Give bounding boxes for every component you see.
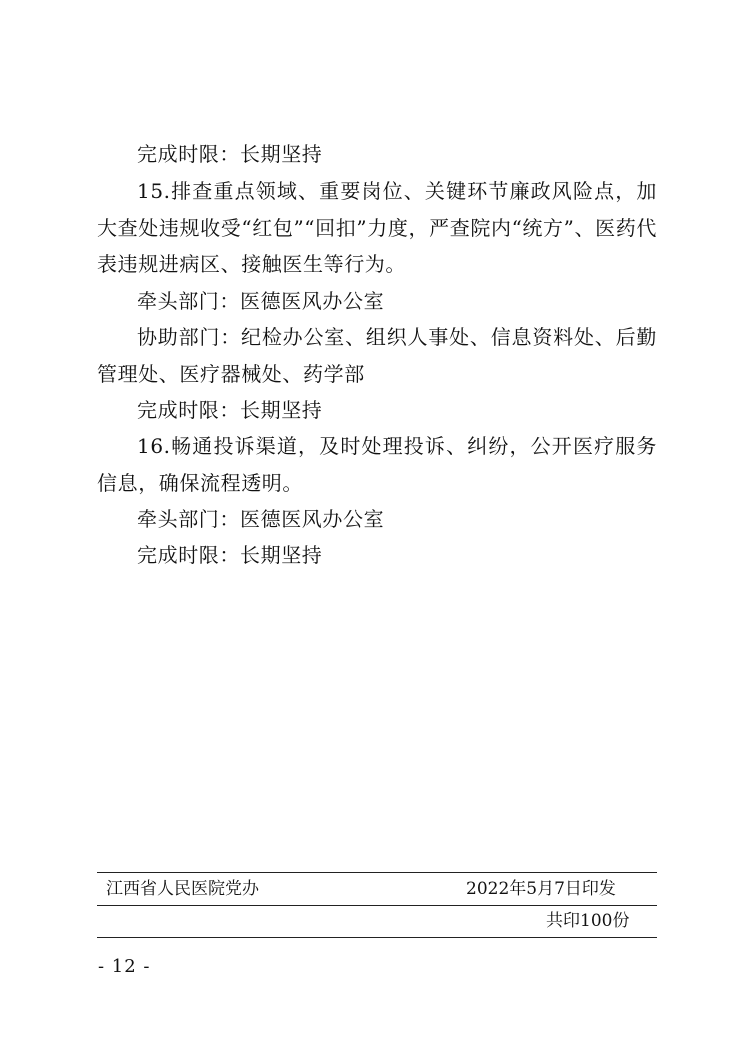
- lead-department-line: 牵头部门：医德医风办公室: [137, 507, 385, 531]
- deadline-line: 完成时限：长期坚持: [137, 543, 323, 567]
- deadline-line: 完成时限：长期坚持: [137, 142, 323, 166]
- item-16-paragraph: 16.畅通投诉渠道，及时处理投诉、纠纷，公开医疗服务信息，确保流程透明。: [97, 434, 657, 495]
- item-15-paragraph: 15.排查重点领域、重要岗位、关键环节廉政风险点，加大查处违规收受“红包”“回扣”力度，严查院内“统方”、医药代表违规进病区、接触医生等行为。: [97, 179, 657, 276]
- lead-department-line: 牵头部门：医德医风办公室: [137, 289, 385, 313]
- footer-middle-rule: [97, 905, 657, 906]
- deadline-line: 完成时限：长期坚持: [137, 398, 323, 422]
- footer-print-date: 2022年5月7日印发: [466, 879, 616, 899]
- footer-bottom-rule: [97, 937, 657, 938]
- page-number: - 12 -: [98, 956, 151, 977]
- footer-top-rule: [97, 872, 657, 873]
- footer-issuer: 江西省人民医院党办: [106, 879, 259, 899]
- assist-department-paragraph: 协助部门：纪检办公室、组织人事处、信息资料处、后勤管理处、医疗器械处、药学部: [97, 325, 657, 386]
- footer-copies: 共印100份: [546, 911, 630, 931]
